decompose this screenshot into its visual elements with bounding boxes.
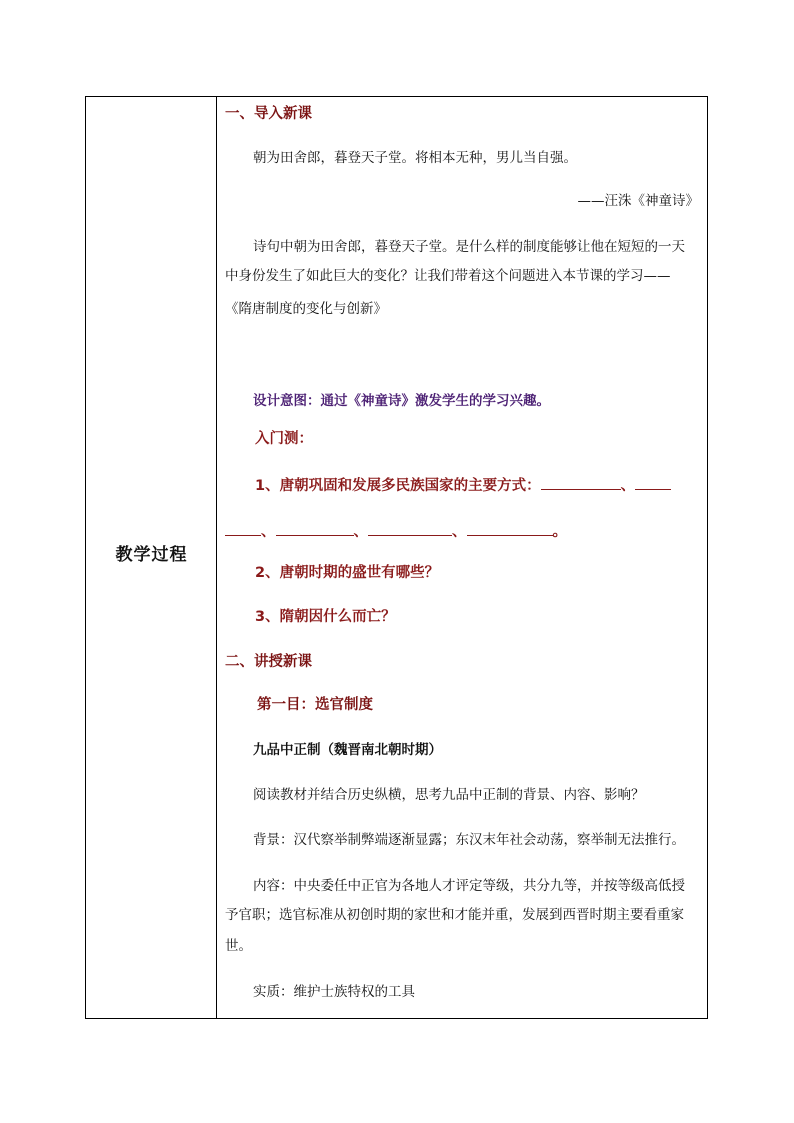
lesson-table bbox=[85, 96, 708, 1019]
read-prompt: 阅读教材并结合历史纵横，思考九品中正制的背景、内容、影响？ bbox=[253, 787, 645, 803]
para1-line1: 诗句中朝为田舍郎，暮登天子堂。是什么样的制度能够让他在短短的一天 bbox=[253, 239, 685, 255]
answer-blank[interactable] bbox=[541, 475, 621, 490]
background-text: 背景：汉代察举制弊端逐渐显露；东汉末年社会动荡，察举制无法推行。 bbox=[253, 832, 685, 848]
row-label: 教学过程 bbox=[115, 545, 188, 565]
answer-blank[interactable] bbox=[368, 521, 452, 536]
left-column bbox=[86, 97, 217, 1018]
para1-line3: 《隋唐制度的变化与创新》 bbox=[225, 301, 387, 317]
question-1-text: 1、唐朝巩固和发展多民族国家的主要方式： bbox=[255, 478, 541, 494]
section2-title: 二、讲授新课 bbox=[225, 654, 312, 670]
item1-title: 第一目：选官制度 bbox=[257, 697, 373, 713]
sub-title: 九品中正制（魏晋南北朝时期） bbox=[253, 742, 442, 758]
question-3: 3、隋朝因什么而亡？ bbox=[255, 609, 396, 625]
essence-text: 实质：维护士族特权的工具 bbox=[253, 984, 415, 1000]
content-line3: 世。 bbox=[225, 938, 252, 954]
poem-source: ——汪洙《神童诗》 bbox=[577, 193, 699, 209]
answer-blank[interactable] bbox=[635, 475, 671, 490]
answer-blank[interactable] bbox=[276, 521, 354, 536]
answer-blank[interactable] bbox=[225, 521, 261, 536]
content-column bbox=[217, 97, 707, 1018]
answer-blank[interactable] bbox=[467, 521, 553, 536]
question-1 bbox=[255, 475, 671, 495]
content-line2: 予官职；选官标准从初创时期的家世和才能并重，发展到西晋时期主要看重家 bbox=[225, 907, 684, 923]
separator: 、 bbox=[452, 524, 467, 540]
design-intent: 设计意图：通过《神童诗》激发学生的学习兴趣。 bbox=[253, 393, 550, 409]
separator: 、 bbox=[353, 524, 368, 540]
content-line1: 内容：中央委任中正官为各地人才评定等级，共分九等，并按等级高低授 bbox=[253, 878, 685, 894]
para1-line2: 中身份发生了如此巨大的变化？让我们带着这个问题进入本节课的学习—— bbox=[225, 268, 671, 284]
question-2: 2、唐朝时期的盛世有哪些？ bbox=[255, 565, 440, 581]
section1-title: 一、导入新课 bbox=[225, 106, 312, 122]
quiz-title: 入门测： bbox=[255, 431, 313, 447]
end-mark: 。 bbox=[552, 524, 567, 540]
separator: 、 bbox=[620, 478, 636, 494]
separator: 、 bbox=[261, 524, 276, 540]
question-1-cont bbox=[225, 521, 567, 541]
poem-line: 朝为田舍郎，暮登天子堂。将相本无种，男儿当自强。 bbox=[253, 150, 577, 166]
